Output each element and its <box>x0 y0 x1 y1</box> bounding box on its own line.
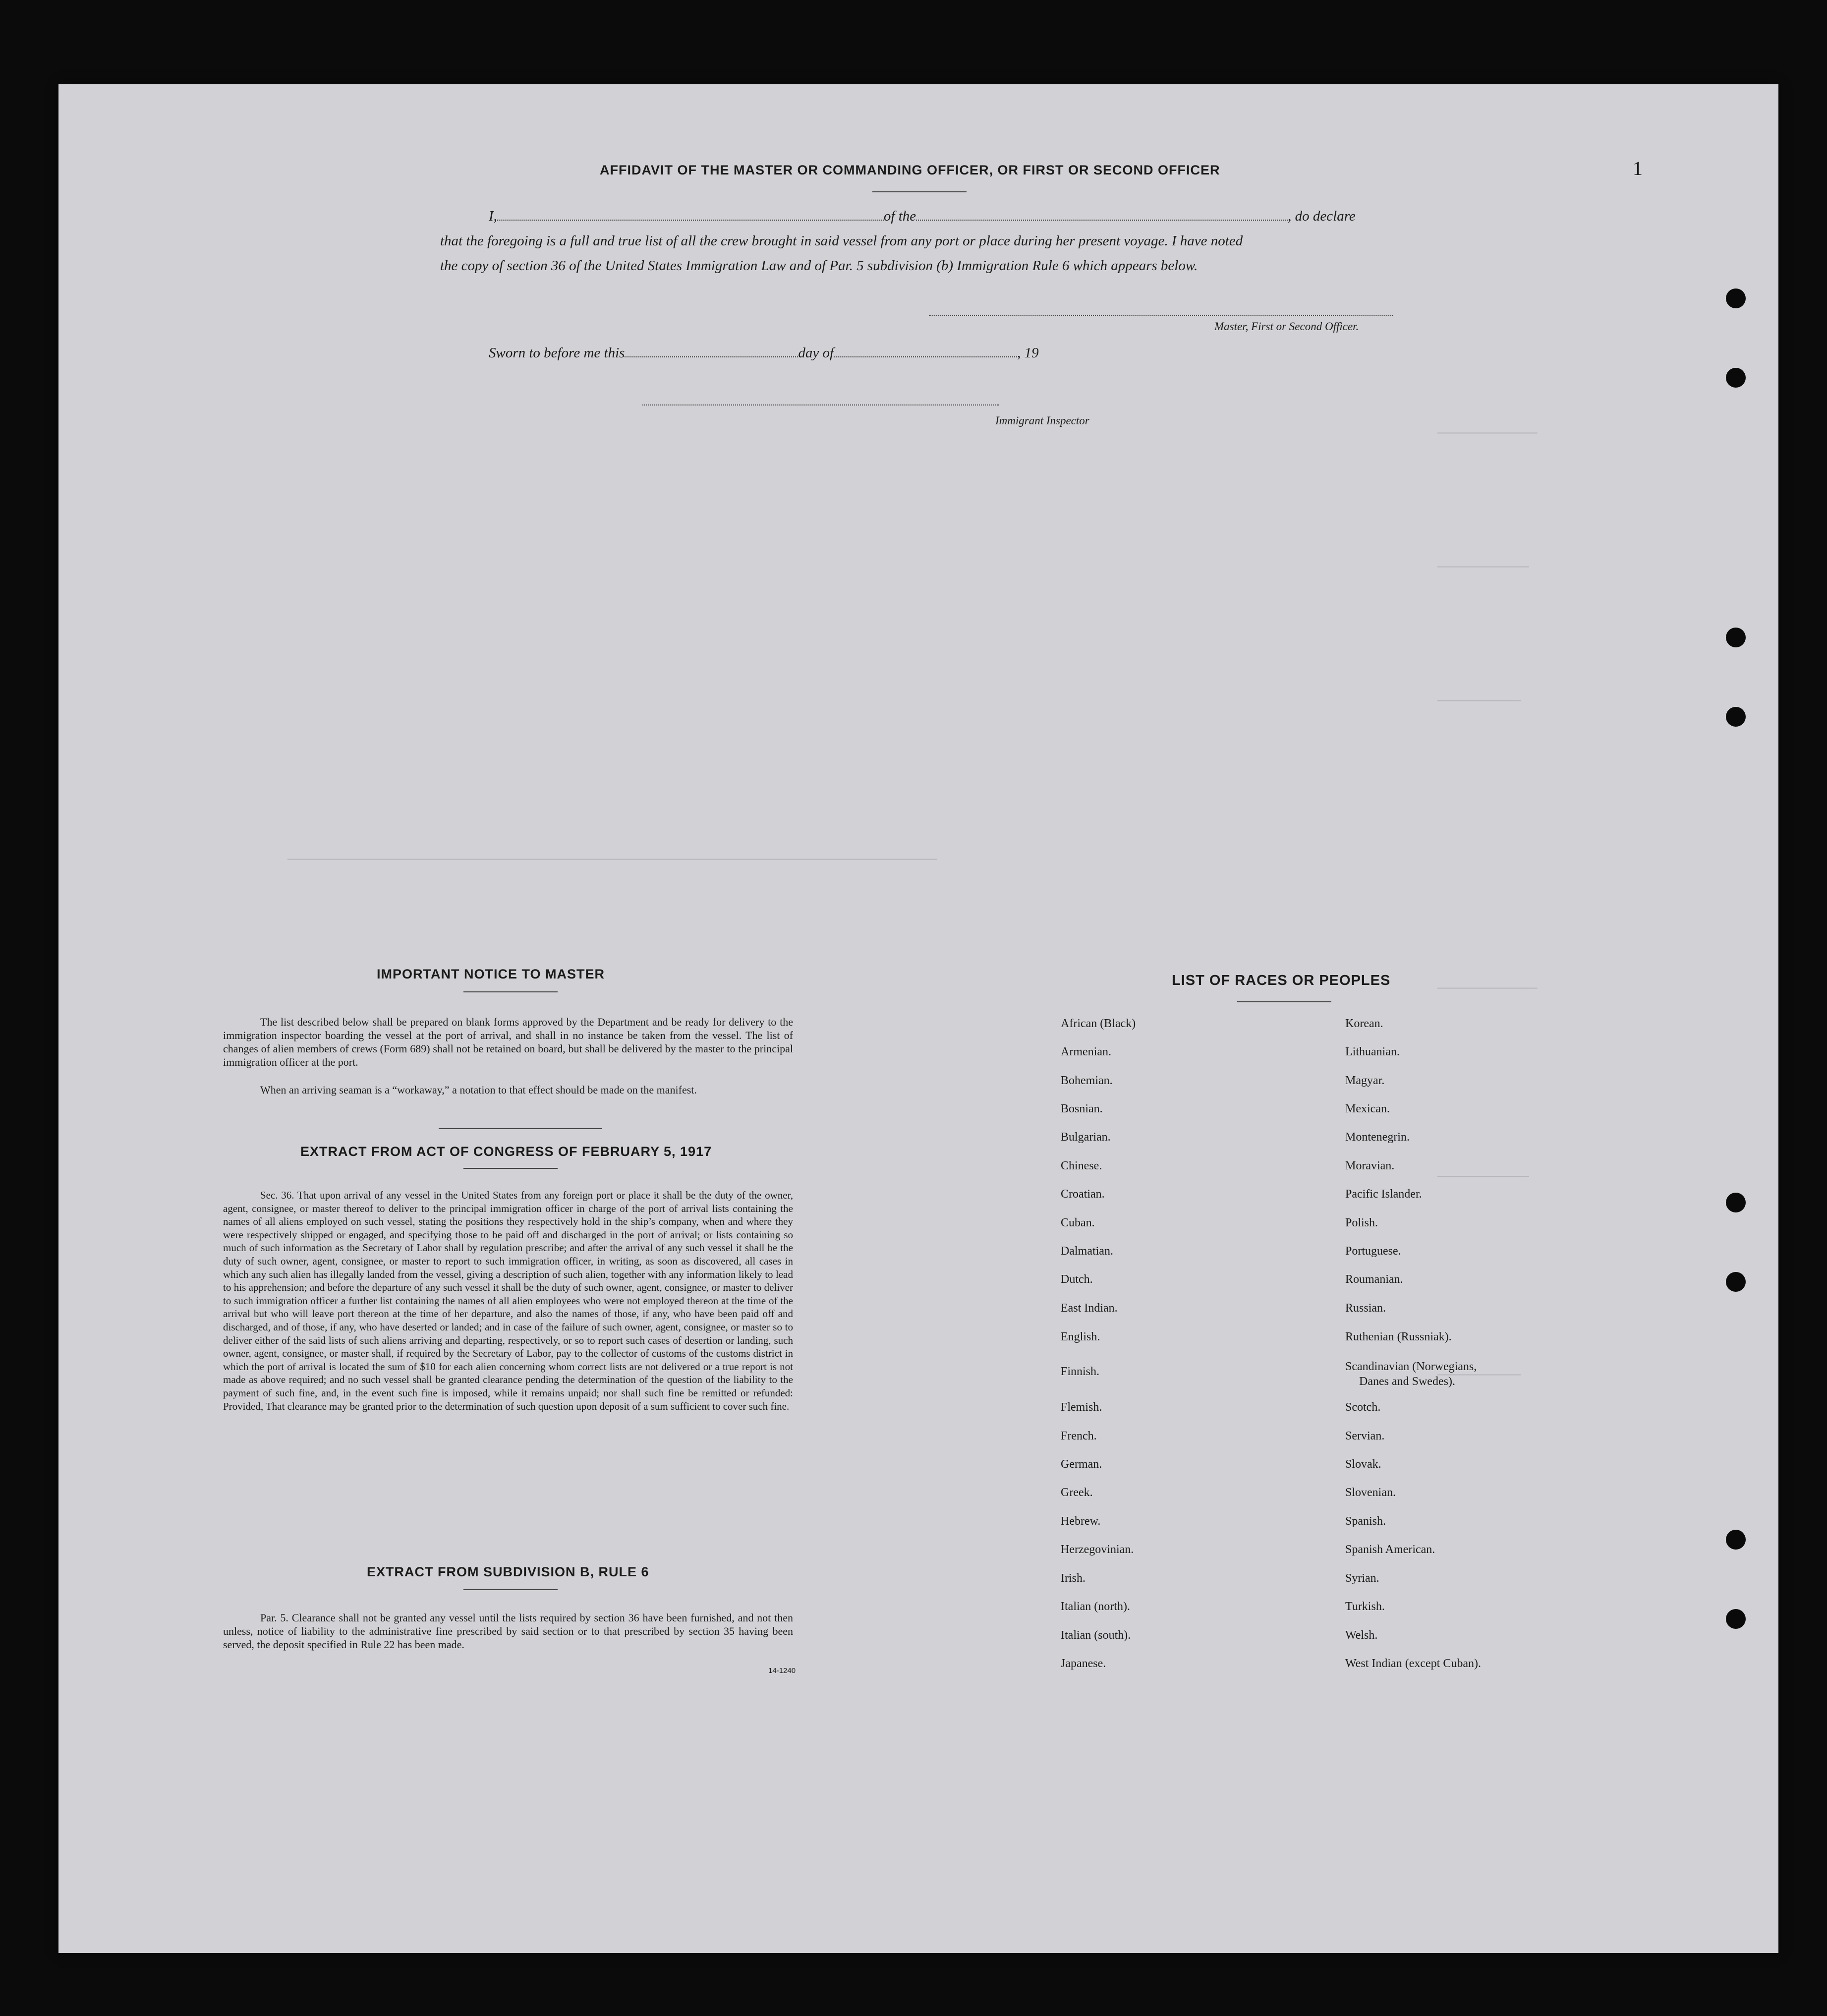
race-item: Portuguese. <box>1345 1245 1401 1258</box>
race-item: Danes and Swedes). <box>1359 1375 1455 1388</box>
race-item: Armenian. <box>1061 1045 1111 1058</box>
binder-hole <box>1726 707 1746 727</box>
races-title: LIST OF RACES OR PEOPLES <box>1172 973 1391 988</box>
notice-paragraph-1: The list described below shall be prepared on blank forms approved by the Department and be ready for delivery to the immigration inspector boarding the vessel at the port of arrival, and shall in no instance be taken from the vessel. The list of changes of alien members of crews (Form 689) shall not be retained on board, but shall be delivered by the master to the principal immigration officer at the port. <box>223 1016 793 1068</box>
race-item: English. <box>1061 1330 1100 1343</box>
binder-hole <box>1726 1193 1746 1212</box>
notice-paragraph-2: When an arriving seaman is a “workaway,” a notation to that effect should be made on the manifest. <box>260 1084 697 1096</box>
show-through-text: ─────────── <box>1437 1170 1529 1185</box>
act-divider <box>463 1168 558 1169</box>
race-item: Bosnian. <box>1061 1102 1103 1115</box>
race-item: Polish. <box>1345 1216 1378 1229</box>
race-item: Greek. <box>1061 1486 1093 1499</box>
race-item: French. <box>1061 1430 1097 1442</box>
inspector-label: Immigrant Inspector <box>995 414 1089 427</box>
race-item: West Indian (except Cuban). <box>1345 1657 1481 1670</box>
race-item: Chinese. <box>1061 1159 1102 1172</box>
rule-title: EXTRACT FROM SUBDIVISION B, RULE 6 <box>367 1564 649 1579</box>
race-item: Spanish American. <box>1345 1543 1435 1556</box>
page-number: 1 <box>1633 157 1643 179</box>
race-item: Scotch. <box>1345 1401 1381 1414</box>
race-item: Flemish. <box>1061 1401 1102 1414</box>
affidavit-i-label: I, <box>489 208 497 224</box>
title-divider <box>872 191 967 192</box>
vessel-name-field[interactable] <box>916 220 1288 221</box>
binder-hole <box>1726 1609 1746 1629</box>
master-signature-label: Master, First or Second Officer. <box>1214 320 1359 333</box>
binder-hole <box>1726 288 1746 308</box>
show-through-text: ────────── <box>1437 694 1521 709</box>
master-signature-line[interactable] <box>929 315 1393 316</box>
race-item: East Indian. <box>1061 1302 1118 1315</box>
year-label: , 19 <box>1017 345 1039 361</box>
sworn-day-field[interactable] <box>625 356 798 357</box>
race-item: Scandinavian (Norwegians, <box>1345 1360 1477 1373</box>
race-item: Korean. <box>1345 1017 1383 1030</box>
race-item: Herzegovinian. <box>1061 1543 1134 1556</box>
binder-hole <box>1726 1272 1746 1292</box>
race-item: Servian. <box>1345 1430 1385 1442</box>
affidavit-line-1 <box>489 208 1396 225</box>
race-item: Hebrew. <box>1061 1515 1101 1528</box>
race-item: Dalmatian. <box>1061 1245 1113 1258</box>
race-item: Bohemian. <box>1061 1074 1113 1087</box>
race-item: Italian (north). <box>1061 1600 1130 1613</box>
sworn-line <box>489 345 1039 361</box>
sworn-month-field[interactable] <box>834 356 1017 357</box>
race-item: Mexican. <box>1345 1102 1390 1115</box>
section-divider <box>439 1128 602 1129</box>
race-item: Finnish. <box>1061 1365 1100 1378</box>
race-item: Moravian. <box>1345 1159 1395 1172</box>
show-through-text: ─────────── <box>1437 560 1529 576</box>
race-item: Irish. <box>1061 1572 1085 1585</box>
notice-title: IMPORTANT NOTICE TO MASTER <box>377 967 605 981</box>
race-item: Lithuanian. <box>1345 1045 1400 1058</box>
race-item: Italian (south). <box>1061 1629 1131 1642</box>
affidavit-declare-label: , do declare <box>1288 208 1356 224</box>
master-name-field[interactable] <box>497 220 884 221</box>
notice-divider <box>463 991 558 992</box>
race-item: Magyar. <box>1345 1074 1385 1087</box>
race-item: Slovak. <box>1345 1458 1381 1471</box>
race-item: African (Black) <box>1061 1017 1136 1030</box>
act-title: EXTRACT FROM ACT OF CONGRESS OF FEBRUARY 5, 1917 <box>300 1144 712 1159</box>
race-item: Welsh. <box>1345 1629 1378 1642</box>
form-number: 14-1240 <box>768 1667 796 1675</box>
race-item: Croatian. <box>1061 1188 1105 1201</box>
race-item: Slovenian. <box>1345 1486 1396 1499</box>
show-through-text: ──────────── <box>1437 426 1538 442</box>
race-item: Cuban. <box>1061 1216 1095 1229</box>
affidavit-title: AFFIDAVIT OF THE MASTER OR COMMANDING OFFICER, OR FIRST OR SECOND OFFICER <box>600 163 1220 177</box>
race-item: Russian. <box>1345 1302 1386 1315</box>
affidavit-line-2: that the foregoing is a full and true list of all the crew brought in said vessel from any port or place during her present voyage. I have noted <box>440 233 1243 249</box>
rule-divider <box>463 1589 558 1590</box>
race-item: Roumanian. <box>1345 1273 1403 1286</box>
race-item: Pacific Islander. <box>1345 1188 1422 1201</box>
race-item: Japanese. <box>1061 1657 1106 1670</box>
race-item: Montenegrin. <box>1345 1131 1410 1144</box>
show-through-text: ────────── <box>1437 1368 1521 1383</box>
binder-hole <box>1726 1530 1746 1550</box>
race-item: Ruthenian (Russniak). <box>1345 1330 1452 1343</box>
race-item: Bulgarian. <box>1061 1131 1111 1144</box>
sworn-label: Sworn to before me this <box>489 345 625 361</box>
act-text: Sec. 36. That upon arrival of any vessel in the United States from any foreign port or place it shall be the duty of the owner, agent, consignee, or master thereof to deliver to the principal immigration officer in charge of the port of arrival lists containing the names of all aliens employed on such vessel, stating the positions they respectively hold in the ship’s company, when and where they were respectively shipped or engaged, and specifying those to be paid off and discharged in the port of arrival; or lists containing so much of such information as the Secretary of Labor shall by regulation prescribe; and after the arrival of any such vessel it shall be the duty of such owner, agent, consignee, or master to report to such immigration officer, in writing, as soon as discovered, all cases in which any such alien has illegally landed from the vessel, giving a description of such alien, together with any information likely to lead to his apprehension; and before the departure of any such vessel it shall be the duty of such owner, agent, consignee, or master to deliver to such immigration officer a further list containing the names of all alien employees who were not employed thereon at the time of the arrival but who will leave port thereon at the time of her departure, and also the names of those, if any, who have been paid off and discharged, and of those, if any, who have deserted or landed; and in case of the failure of such owner, agent, consignee, or master so to deliver either of the said lists of such aliens arriving and departing, respectively, or so to report such cases of desertion or landing, such owner, agent, consignee, or master shall, if required by the Secretary of Labor, pay to the collector of customs of the customs district in which the port of arrival is located the sum of $10 for each alien concerning whom correct lists are not delivered or a true report is not made as above required; and no such vessel shall be granted clearance pending the determination of the question of the liability to the payment of such fine, and, in the event such fine is imposed, while it remains unpaid; nor shall such fine be remitted or refunded: Provided, That clearance may be granted prior to the determination of such question upon deposit of a sum sufficient to cover such fine. <box>223 1189 793 1412</box>
race-item: Turkish. <box>1345 1600 1385 1613</box>
binder-hole <box>1726 628 1746 647</box>
show-through-text: ──────────── <box>1437 981 1538 997</box>
races-divider <box>1237 1001 1331 1002</box>
race-item: German. <box>1061 1458 1102 1471</box>
affidavit-line-3: the copy of section 36 of the United States Immigration Law and of Par. 5 subdivision (b) Immigration Rule 6 which appears below. <box>440 258 1198 274</box>
inspector-signature-line[interactable] <box>642 404 999 405</box>
rule-text: Par. 5. Clearance shall not be granted any vessel until the lists required by section 36 have been furnished, and not then unless, notice of liability to the administrative fine prescribed by said section or to that prescribed by section 35 having been served, the deposit specified in Rule 22 has been made. <box>223 1612 793 1651</box>
binder-hole <box>1726 368 1746 388</box>
race-item: Spanish. <box>1345 1515 1386 1528</box>
race-item: Dutch. <box>1061 1273 1093 1286</box>
race-item: Syrian. <box>1345 1572 1379 1585</box>
day-of-label: day of <box>798 345 834 361</box>
affidavit-of-the-label: of the <box>883 208 916 224</box>
show-through-text: ────────────────────────────────────────────────────────────────────────────── <box>287 853 937 868</box>
